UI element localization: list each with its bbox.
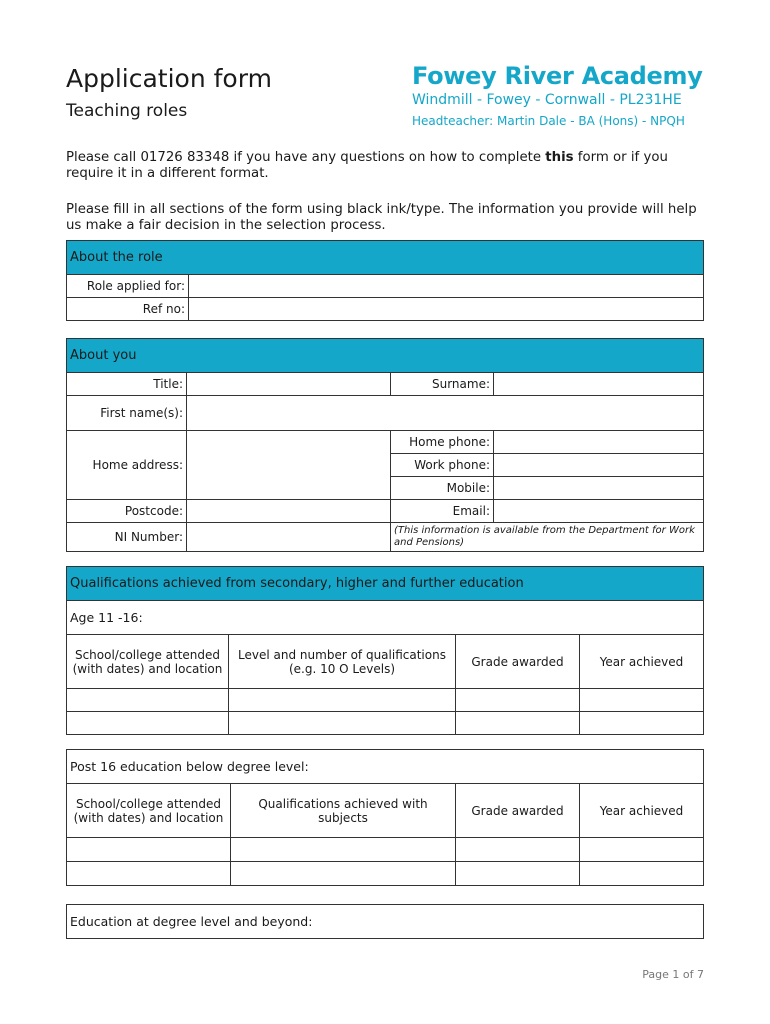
mobile-field[interactable] [494, 477, 704, 500]
degree-heading: Education at degree level and beyond: [67, 905, 704, 939]
home-address-field[interactable] [187, 431, 391, 500]
school-cell[interactable] [67, 838, 231, 862]
home-phone-field[interactable] [494, 431, 704, 454]
about-role-heading: About the role [67, 241, 704, 275]
academy-headteacher: Headteacher: Martin Dale - BA (Hons) - NPQH [412, 114, 685, 128]
degree-table [66, 904, 704, 939]
home-phone-label: Home phone: [391, 431, 494, 454]
qualifications-cell[interactable] [231, 862, 456, 886]
about-role-table [66, 240, 704, 321]
grade-cell[interactable] [456, 862, 580, 886]
page-subtitle: Teaching roles [66, 101, 188, 121]
surname-label: Surname: [391, 373, 494, 396]
year-cell[interactable] [580, 862, 704, 886]
first-names-field[interactable] [187, 396, 704, 431]
post16-table [66, 749, 704, 886]
school-cell[interactable] [67, 862, 231, 886]
year-cell[interactable] [580, 838, 704, 862]
role-applied-label: Role applied for: [67, 275, 189, 298]
postcode-label: Postcode: [67, 500, 187, 523]
postcode-field[interactable] [187, 500, 391, 523]
title-label: Title: [67, 373, 187, 396]
qualifications-table [66, 566, 704, 735]
page-title: Application form [66, 64, 272, 93]
qualifications-cell[interactable] [231, 838, 456, 862]
ref-no-field[interactable] [189, 298, 704, 321]
intro-paragraph-contact: Please call 01726 83348 if you have any questions on how to complete this form or if you require it in a different format. [66, 150, 668, 181]
academy-logo [412, 62, 707, 128]
ref-no-label: Ref no: [67, 298, 189, 321]
column-header-level: Level and number of qualifications (e.g. 10 O Levels) [229, 635, 456, 689]
table-row [67, 838, 704, 862]
column-header-year: Year achieved [580, 784, 704, 838]
column-header-grade: Grade awarded [456, 635, 580, 689]
level-cell[interactable] [229, 712, 456, 735]
table-row [67, 712, 704, 735]
post16-heading: Post 16 education below degree level: [67, 750, 704, 784]
title-field[interactable] [187, 373, 391, 396]
work-phone-label: Work phone: [391, 454, 494, 477]
column-header-qualifications: Qualifications achieved with subjects [231, 784, 456, 838]
page-number: Page 1 of 7 [642, 968, 704, 981]
about-you-heading: About you [67, 339, 704, 373]
ni-number-note: (This information is available from the Department for Work and Pensions) [391, 523, 704, 552]
grade-cell[interactable] [456, 689, 580, 712]
first-names-label: First name(s): [67, 396, 187, 431]
grade-cell[interactable] [456, 712, 580, 735]
column-header-grade: Grade awarded [456, 784, 580, 838]
column-header-school: School/college attended (with dates) and location [67, 784, 231, 838]
about-you-table [66, 338, 704, 552]
school-cell[interactable] [67, 689, 229, 712]
role-applied-field[interactable] [189, 275, 704, 298]
ni-number-field[interactable] [187, 523, 391, 552]
work-phone-field[interactable] [494, 454, 704, 477]
grade-cell[interactable] [456, 838, 580, 862]
table-row [67, 862, 704, 886]
year-cell[interactable] [580, 689, 704, 712]
level-cell[interactable] [229, 689, 456, 712]
email-field[interactable] [494, 500, 704, 523]
surname-field[interactable] [494, 373, 704, 396]
column-header-school: School/college attended (with dates) and location [67, 635, 229, 689]
year-cell[interactable] [580, 712, 704, 735]
home-address-label: Home address: [67, 431, 187, 500]
email-label: Email: [391, 500, 494, 523]
ni-number-label: NI Number: [67, 523, 187, 552]
age-11-16-label: Age 11 -16: [67, 601, 704, 635]
school-cell[interactable] [67, 712, 229, 735]
qualifications-heading: Qualifications achieved from secondary, higher and further education [67, 567, 704, 601]
intro-paragraph-instructions: Please fill in all sections of the form using black ink/type. The information you provide will help us make a fair decision in the selection process. [66, 202, 697, 233]
academy-address: Windmill - Fowey - Cornwall - PL231HE [412, 92, 682, 108]
table-row [67, 689, 704, 712]
mobile-label: Mobile: [391, 477, 494, 500]
academy-name: Fowey River Academy [412, 62, 703, 90]
column-header-year: Year achieved [580, 635, 704, 689]
